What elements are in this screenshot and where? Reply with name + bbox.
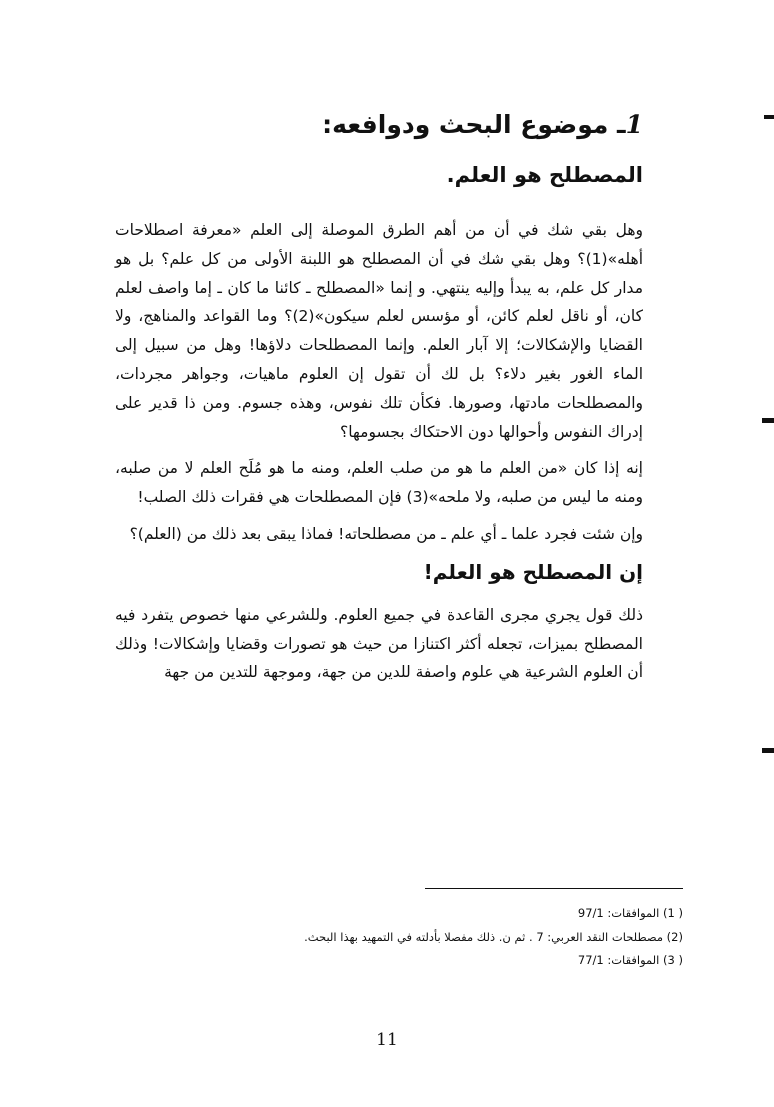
footnotes [180, 902, 683, 973]
scan-mark-top [764, 115, 774, 119]
footnote-divider [425, 888, 683, 889]
paragraph-2: إنه إذا كان «من العلم ما هو من صلب العلم، ومنه ما هو مُلَح العلم لا من صلبه، ومنه ما ليس من صلبه، ولا ملحه»(3) فإن المصطلحات هي فقرات ذلك الصلب! [115, 459, 643, 507]
page-body [115, 100, 643, 695]
section-title: ـ موضوع البحث ودوافعه: [322, 110, 626, 139]
paragraph-3: وإن شئت فجرد علما ـ أي علم ـ من مصطلحاته! فماذا يبقى بعد ذلك من (العلم)؟ [129, 524, 643, 543]
scan-mark-lower [762, 748, 774, 753]
subheading-term-is-knowledge-exclaim: إن المصطلح هو العلم! [423, 559, 643, 584]
section-heading [115, 108, 643, 142]
subheading-term-is-knowledge: المصطلح هو العلم. [446, 163, 643, 187]
paragraph-1: وهل بقي شك في أن من أهم الطرق الموصلة إلى العلم «معرفة اصطلاحات أهله»(1)؟ وهل بقي شك في أن المصطلح هو اللبنة الأولى من كل علم؟ بل هو مدار كل علم، به يبدأ وإليه ينتهي. و إنما «المصطلح ـ كائنا ما كان ـ إما واصف لعلم كان، أو ناقل لعلم كائن، أو مؤسس لعلم سيكون»(2)؟ وما القواعد والمناهج، ولا القضايا والإشكالات؛ إلا آبار العلم. وإنما المصطلحات دلاؤها! وهل من سبيل إلى الماء الغور بغير دلاء؟ بل لك أن تقول إن العلوم ماهيات، وجواهر مجردات، والمصطلحات مادتها، وصورها. فكأن تلك نفوس، وهذه جسوم. ومن ذا قدير على إدراك النفوس وأحوالها دون الاحتكاك بجسومها؟ [115, 221, 643, 441]
footnote-2: (2) مصطلحات النقد العربي: 7 . ثم ن. ذلك مفصلا بأدلته في التمهيد بهذا البحث. [304, 929, 683, 944]
footnote-1: ( 1) الموافقات: 97/1 [577, 906, 683, 920]
section-number: 1 [625, 110, 643, 139]
footnote-3: ( 3) الموافقات: 77/1 [577, 953, 683, 967]
paragraph-4: ذلك قول يجري مجرى القاعدة في جميع العلوم. وللشرعي منها خصوص يتفرد فيه المصطلح بميزات، تجعله أكثر اكتنازا من حيث هو تصورات وقضايا وإشكالات! وذلك أن العلوم الشرعية هي علوم واصفة للدين من جهة، وموجهة للتدين من جهة [115, 605, 643, 682]
page-number: 11 [376, 1030, 398, 1050]
scan-mark-middle [762, 418, 774, 423]
